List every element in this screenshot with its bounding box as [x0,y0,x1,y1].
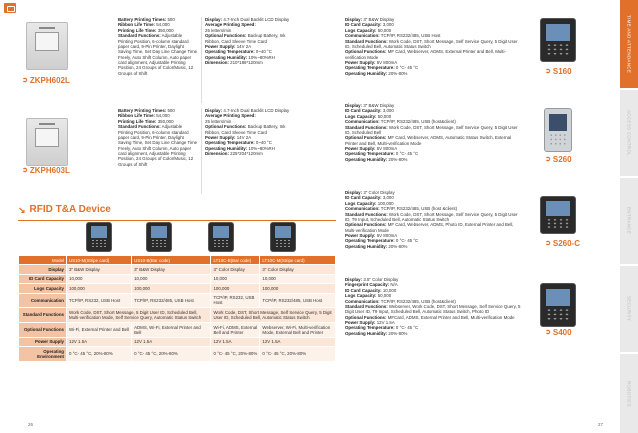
table-row [19,323,336,338]
table-header-cell: US10-M(Stripe card) [67,256,132,265]
table-cell: 100,000 [132,284,211,293]
table-cell: 0 °C- 45 °C, 20%-80% [211,347,260,362]
spec-line: Logs Capacity: 50,000 [345,293,392,299]
spec-line: Standard Functions: Work Code, DST, Short Message, Self Service Query, 5 Digit User ID, T9 Input, Scheduled Bell, Automatic Status Switch [345,211,518,222]
spec-line: Communication: TCP/IP, RS232/485, USB (host &client) [345,206,458,212]
spec-line: Communication: TCP/IP, RS232/485, USB Host [345,33,441,39]
table-header-cell: US10-B(Bar code) [132,256,211,265]
spec-line: Display: 3" Color Display [345,190,395,195]
page-number-right: 27 [598,421,604,427]
spec-line: Average Printing Speed: [205,113,256,119]
zkph602l-image [26,22,68,70]
side-tabs [620,0,638,433]
table-cell: 3" Color Display [260,265,336,274]
spec-line: Battery Printing Times: 500 [118,108,175,113]
spec-line: Optional Functions: MF Card, Webserver, ADMS, External Printer and Bell, Multi-verification Mode [345,49,506,60]
zkph603l-image [26,118,68,166]
table-cell: 0 °C- 45 °C, 20%-80% [67,347,132,362]
table-cell: Wi-Fi, ADMS, External Bell and Printer [211,323,260,338]
zkph602l-spec-2 [205,17,295,65]
table-cell: Work Code, DST, Short Message, 5 Digit User ID, Scheduled Bell, Multi-verification Mode, Self Service Query, Automatic Status Switch [67,308,211,323]
table-cell: TCP/IP, RS232, USB Host [67,293,132,308]
s400-image [540,283,576,327]
spec-line: Standard Functions: Work Code, DST, Short Message, Self Service Query, 5 Digit User ID, Scheduled Bell [345,124,518,135]
table-cell: 0 °C- 45 °C, 20%-80% [132,347,211,362]
spec-line: Display: 4.7-Inch Dual Backlit LCD Display [205,108,290,113]
s400-name: ➲ S400 [545,328,572,337]
spec-line: Operating Temperature: 0~40 °C [205,49,272,55]
spec-line: Dimension: 210*186*120mm [205,60,263,65]
s160-image [540,18,576,62]
table-cell: Wi-Fi, External Printer and Bell [67,323,132,338]
spec-line: Operating Humidity: 20%-80% [345,243,408,249]
spec-line: Logs Capacity: 100,000 [345,200,394,206]
lt10c-m-image [270,222,296,252]
spec-line: Operating Temperature: 0 °C- 45 °C [345,65,419,71]
spec-line: Communication: TCP/IP, RS232/485, USB (host&client) [345,298,456,304]
arrow-icon: ➲ [545,328,551,336]
s260c-spec [345,190,523,249]
table-cell: 3" Color Display [211,265,260,274]
spec-line: Display: 4.7-Inch Dual Backlit LCD Display [205,17,290,22]
spec-line: Display: 3" B&W Display [345,17,395,22]
s260-spec [345,103,523,162]
spec-line: Standard Functions: Adjustable Printing Position, 6-column standard paper card, 9-Pin Printer, Daylight Saving Time, Set Day Line Change Time Freely, Auto Shift Column, Auto paper card alignment, Adjustable Printing Position, 24 Groups of Color/Music, 12 Groups of Shift [118,33,198,76]
spec-line: Fingerprint Capacity: N/A [345,282,398,288]
row-label: Operating Environment [19,347,67,362]
us10-b-image [146,222,172,252]
spec-line: Power Supply: 5V 800mA [345,60,398,65]
row-label: ID Card Capacity [19,274,67,283]
spec-line: Operating Temperature: 0~40 °C [205,140,272,146]
table-cell: 0 °C- 45 °C, 20%-80% [260,347,336,362]
spec-line: Optional Functions: Backup Battery, Ink Ribbon, Card Sleeve Time Card [205,124,286,135]
spec-line: 25 letters/min [205,118,232,124]
rfid-comparison-table [18,255,336,362]
table-cell: Webserver, Wi-Fi, Multi-verification Mode, External Bell and Printer [260,323,336,338]
spec-line: Display: 3" B&W Display [345,103,395,108]
spec-line: ID Card Capacity: 3,000 [345,22,394,28]
table-cell: TCP/IP, RS232, USB Host [211,293,260,308]
spec-line: Standard Functions: Work Code, DST, Short Message, Self Service Query, 5 Digit User ID, Scheduled Bell, Automatic Status Switch [345,38,518,49]
table-header-cell: Model [19,256,67,265]
zkph602l-spec-1 [118,17,198,76]
table-cell: TCP/IP, RS232/485, USB Host [260,293,336,308]
table-row [19,265,336,274]
spec-line: Operating Humidity: 20%-80% [345,330,408,336]
spec-line: Optional Functions: MF Card, Webserver, ADMS, Automatic Status Switch, External Printer and Bell, Multi-verification Mode [345,135,512,146]
spec-line: Power Supply: 5V 800mA [345,233,398,238]
spec-line: Optional Functions: MFCard, ADMS, External Printer and Bell, Multi-verification Mode [345,314,515,320]
us10-m-image [86,222,112,252]
table-cell: 10,000 [260,274,336,283]
row-label: Power Supply [19,337,67,346]
arrow-icon: ➲ [22,166,28,174]
table-cell: ADMS, Wi-Fi, External Printer and Bell [132,323,211,338]
spec-line: Power Supply: 12V 1.5A [345,320,395,325]
zkph603l-spec-2 [205,108,295,156]
spec-line: Optional Functions: MF Card, Webserver, ADMS, Photo ID, External Printer and Bell, Multi-verification Mode [345,222,514,233]
zkph603l-spec-1 [118,108,198,167]
tab-time-attendance[interactable]: TIME AND ATTENDANCE [620,0,638,88]
arrow-icon: ➲ [22,76,28,84]
spec-line: Dimension: 225*204*120mm [205,151,263,156]
row-label: Display [19,265,67,274]
arrow-icon: ➲ [545,67,551,75]
spec-line: Optional Functions: Backup Battery, Ink Ribbon, Card Sleeve Time Card [205,33,286,44]
table-cell: TCP/IP, RS232/485, USB Host [132,293,211,308]
spec-line: Operating Humidity: 20%-80% [345,70,408,76]
spec-line: Average Printing Speed: [205,22,256,28]
spec-line: Printing Life Time: 350,000 [118,27,174,33]
spec-line: ID Card Capacity: 3,000 [345,108,394,114]
table-cell: 12V 1.5A [67,337,132,346]
table-cell: 12V 1.5A [211,337,260,346]
table-cell: 100,000 [67,284,132,293]
spec-line: Logs Capacity: 50,000 [345,113,392,119]
tab-entrance[interactable]: ENTRANCE [620,178,638,264]
table-cell: 3" B&W Display [67,265,132,274]
spec-line: Power Supply: 14V 2A [205,134,252,140]
table-cell: 12V 1.5A [260,337,336,346]
table-cell: 100,000 [260,284,336,293]
row-label: Standard Functions [19,308,67,323]
page-number-left: 26 [28,421,34,427]
s160-spec [345,17,523,76]
table-cell: 3" B&W Display [132,265,211,274]
spec-line: ID Card Capacity: 3,000 [345,195,394,201]
spec-line: Standard Functions: Webserver, Work Code, DST, Short Message, Self Service Query, 5 Digit User ID, T9 Input, Scheduled Bell, Automatic Status Switch, Photo ID [345,303,521,315]
spec-line: Operating Temperature: 0 °C- 45 °C [345,325,419,331]
zkph603l-name: ➲ ZKPH603L [22,166,70,175]
arrow-down-right-icon: ↘ [18,204,26,215]
brand-icon [4,3,16,13]
table-cell: 10,000 [67,274,132,283]
section-title: ↘ RFID T&A Device [18,204,111,215]
row-label: Optional Functions [19,323,67,338]
tab-robotics[interactable]: ROBOTICS [620,354,638,433]
arrow-icon: ➲ [545,239,551,247]
spec-line: ID Card Capacity: 10,000 [345,287,397,293]
tab-access-control[interactable]: ACCESS CONTROL [620,90,638,176]
spec-line: Standard Functions: Adjustable Printing Position, 6-column standard paper card, 9-Pin Printer, Daylight Saving Time, Set Day Line Change Time Freely, Auto Shift Column, Auto paper card alignment, Adjustable Printing Position, 24 Groups of Color/Music, 12 Groups of Shift [118,124,198,167]
arrow-icon: ➲ [545,155,551,163]
tab-security[interactable]: SECURITY [620,266,638,352]
table-cell: 10,000 [132,274,211,283]
spec-line: Power Supply: 14V 2A [205,43,252,49]
table-cell: 12V 1.5A [132,337,211,346]
s260c-name: ➲ S260-C [545,239,580,248]
s260-name: ➲ S260 [545,155,572,164]
spec-line: Operating Humidity: 10%~80%RH [205,145,275,151]
table-row [19,284,336,293]
spec-line: Operating Temperature: 0 °C- 45 °C [345,151,419,157]
s160-name: ➲ S160 [545,67,572,76]
spec-line: Battery Printing Times: 500 [118,17,175,22]
spec-line: Ribbon Life Time: 54,000 [118,22,170,28]
s260-image [544,108,572,152]
table-header-cell: LT10C-M(Stripe card) [260,256,336,265]
spec-line: Ribbon Life Time: 54,000 [118,113,170,119]
spec-line: Operating Humidity: 20%-80% [345,156,408,162]
table-row [19,308,336,323]
spec-line: Communication: TCP/IP, RS232/485, USB (host&client) [345,119,456,125]
table-row [19,347,336,362]
table-row [19,293,336,308]
row-label: Communication [19,293,67,308]
s260c-image [540,196,576,234]
spec-line: Display: 3.5" Color Display [345,277,399,282]
row-label: Logs Capacity [19,284,67,293]
table-row [19,274,336,283]
spec-line: Operating Temperature: 0 °C- 45 °C [345,238,419,244]
table-cell: 100,000 [211,284,260,293]
spec-line: 25 letters/min [205,27,232,33]
table-cell: Work Code, DST, Short Message, Self Service Query, 5 Digit User ID, Scheduled Bell, Automatic Status Switch [211,308,336,323]
lt10c-b-image [208,222,234,252]
spec-line: Logs Capacity: 50,000 [345,27,392,33]
spec-line: Printing Life Time: 350,000 [118,118,174,124]
table-header-cell: LT10C-B(Bar code) [211,256,260,265]
section-divider [18,220,336,221]
spec-line: Power Supply: 5V 800mA [345,146,398,151]
table-cell: 10,000 [211,274,260,283]
table-row [19,337,336,346]
spec-line: Operating Humidity: 10%~80%RH [205,54,275,60]
zkph602l-name: ➲ ZKPH602L [22,76,70,85]
s400-spec [345,277,523,336]
